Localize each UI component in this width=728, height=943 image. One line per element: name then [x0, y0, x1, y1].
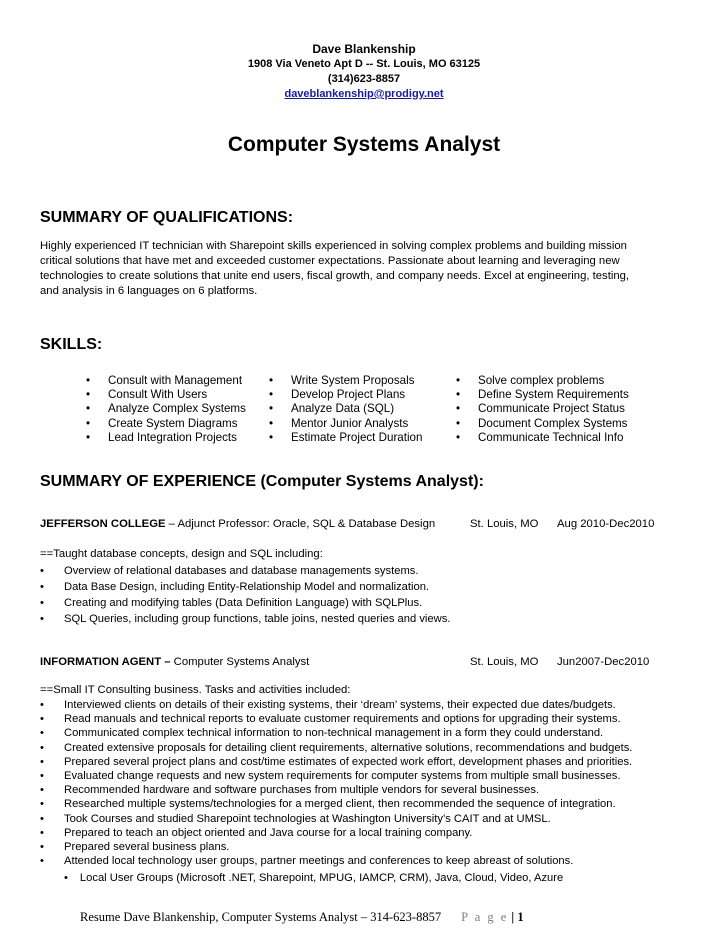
bullet-icon: • — [40, 798, 44, 811]
page-number: 1 — [517, 910, 524, 924]
job-location: St. Louis, MO — [470, 518, 539, 530]
skill-item: • Consult With Users — [86, 388, 208, 402]
list-item: • Attended local technology user groups, partner meetings and conferences to keep abreast of solutions. — [40, 855, 574, 868]
bullet-icon: • — [269, 430, 274, 444]
candidate-address: 1908 Via Veneto Apt D -- St. Louis, MO 63125 — [247, 58, 481, 70]
skill-item: • Consult with Management — [86, 374, 243, 387]
bullet-icon: • — [40, 597, 44, 609]
bullet-icon: • — [269, 402, 274, 416]
summary-paragraph — [40, 239, 700, 299]
list-item: • Evaluated change requests and new system requirements for computer systems from multiple small businesses. — [40, 770, 621, 783]
bullet-icon: • — [86, 402, 91, 416]
bullet-icon: • — [40, 826, 44, 839]
footer-text: Resume Dave Blankenship, Computer Systems Analyst – 314-623-8857 — [80, 910, 442, 924]
bullet-icon: • — [456, 430, 461, 444]
bullet-icon: • — [40, 565, 44, 577]
bullet-icon: • — [86, 374, 91, 387]
bullet-icon: • — [456, 416, 461, 430]
job-intro: ==Taught database concepts, design and SQL including: — [40, 548, 323, 560]
candidate-phone: (314)623-8857 — [327, 73, 401, 85]
bullet-icon: • — [40, 613, 44, 625]
summary-line: critical solutions that have met and exceeded customer expectations. Passionate about learning and leveraging new — [40, 255, 620, 267]
page-separator: | — [508, 910, 518, 924]
list-item: • Overview of relational databases and database managements systems. — [40, 565, 419, 577]
skill-item: • Analyze Complex Systems — [86, 402, 246, 416]
skill-item: • Write System Proposals — [269, 374, 415, 387]
bullet-icon: • — [269, 416, 274, 430]
skills-column-2 — [269, 374, 423, 445]
bullet-icon: • — [40, 812, 44, 825]
experience-heading: SUMMARY OF EXPERIENCE (Computer Systems Analyst): — [40, 473, 484, 490]
list-item: • Prepared several business plans. — [40, 841, 230, 854]
skill-item: • Mentor Junior Analysts — [269, 416, 409, 430]
resume-title: Computer Systems Analyst — [227, 133, 501, 156]
skill-item: • Communicate Technical Info — [456, 430, 624, 444]
list-item: • Took Courses and studied Sharepoint technologies at Washington University’s CAIT and at UMSL. — [40, 812, 551, 825]
bullet-icon: • — [86, 388, 91, 402]
skills-heading: SKILLS: — [40, 336, 103, 353]
page-label: P a g e — [461, 910, 509, 924]
skill-item: • Solve complex problems — [456, 374, 605, 387]
skill-item: • Define System Requirements — [456, 388, 629, 402]
bullet-icon: • — [86, 430, 91, 444]
list-item: • Communicated complex technical information to non-technical management in a form they could understand. — [40, 727, 604, 740]
page-footer — [80, 910, 524, 925]
bullet-icon: • — [40, 755, 44, 768]
bullet-icon: • — [86, 416, 91, 430]
list-item: • Data Base Design, including Entity-Relationship Model and normalization. — [40, 581, 430, 593]
candidate-email-link[interactable]: daveblankenship@prodigy.net — [284, 88, 444, 100]
list-subitem: • Local User Groups (Microsoft .NET, Sharepoint, MPUG, IAMCP, CRM), Java, Cloud, Video, Azure — [64, 872, 564, 884]
bullet-icon: • — [40, 855, 44, 868]
bullet-icon: • — [456, 402, 461, 416]
skill-item: • Analyze Data (SQL) — [269, 402, 395, 416]
list-item: • Recommended hardware and software purchases from multiple vendors for several businesses. — [40, 784, 540, 797]
list-item: • Prepared several project plans and cost/time estimates of expected work effort, development phases and priorities. — [40, 755, 633, 768]
bullet-icon: • — [269, 374, 274, 387]
skill-item: • Develop Project Plans — [269, 388, 406, 402]
job-role: – Adjunct Professor: Oracle, SQL & Database Design — [165, 518, 436, 530]
bullet-icon: • — [40, 784, 44, 797]
bullet-icon: • — [456, 388, 461, 402]
job-dates: Aug 2010-Dec2010 — [557, 518, 655, 530]
bullet-icon: • — [40, 713, 44, 726]
skills-column-3 — [456, 374, 629, 445]
list-item: • SQL Queries, including group functions, table joins, nested queries and views. — [40, 613, 451, 625]
bullet-icon: • — [40, 699, 44, 711]
summary-line: and analysis in 6 languages on 6 platforms. — [40, 285, 258, 297]
skill-item: • Lead Integration Projects — [86, 430, 237, 444]
skill-item: • Estimate Project Duration — [269, 430, 423, 444]
bullet-icon: • — [269, 388, 274, 402]
job-location: St. Louis, MO — [470, 656, 539, 668]
summary-heading: SUMMARY OF QUALIFICATIONS: — [40, 209, 294, 226]
job-2-duties — [40, 698, 632, 868]
job-company: INFORMATION AGENT – — [40, 656, 171, 668]
list-item: • Researched multiple systems/technologies for a merged client, then recommended the sequence of integration. — [40, 798, 616, 811]
list-item: • Created extensive proposals for detailing client requirements, alternative solutions, recommendations and budgets. — [40, 741, 633, 754]
job-intro: ==Small IT Consulting business. Tasks and activities included: — [40, 684, 351, 696]
list-item: • Prepared to teach an object oriented and Java course for a local training company. — [40, 826, 473, 839]
job-dates: Jun2007-Dec2010 — [557, 656, 650, 668]
job-company: JEFFERSON COLLEGE — [40, 518, 166, 530]
job-role: Computer Systems Analyst — [170, 656, 310, 668]
bullet-icon: • — [40, 770, 44, 783]
list-item: • Read manuals and technical reports to evaluate customer requirements and options for upgrading their systems. — [40, 713, 621, 726]
job-1-header — [40, 518, 435, 530]
summary-line: Highly experienced IT technician with Sharepoint skills experienced in solving complex problems and building mission — [40, 240, 627, 252]
bullet-icon: • — [40, 841, 44, 854]
skill-item: • Document Complex Systems — [456, 416, 628, 430]
list-item: • Creating and modifying tables (Data Definition Language) with SQLPlus. — [40, 597, 423, 609]
bullet-icon: • — [40, 741, 44, 754]
skill-item: • Communicate Project Status — [456, 402, 625, 416]
job-1-duties — [40, 563, 450, 627]
skills-column-1 — [86, 374, 246, 445]
bullet-icon: • — [40, 727, 44, 740]
summary-line: technologies to create solutions that unite end users, fiscal growth, and company needs. Excel at engineering, testing, — [40, 270, 630, 282]
list-item: • Interviewed clients on details of their existing systems, their ‘dream’ systems, their expected due dates/budgets. — [40, 699, 616, 711]
job-2-header — [40, 656, 309, 668]
bullet-icon: • — [64, 872, 68, 884]
skill-item: • Create System Diagrams — [86, 416, 238, 430]
bullet-icon: • — [40, 581, 44, 593]
bullet-icon: • — [456, 374, 461, 387]
candidate-name: Dave Blankenship — [312, 42, 416, 56]
